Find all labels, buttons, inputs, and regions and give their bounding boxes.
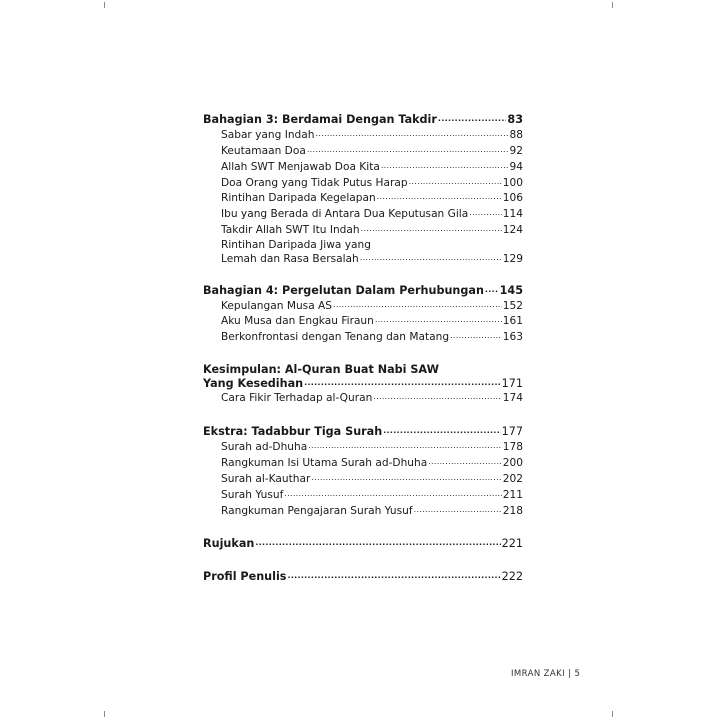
toc-section-profil-penulis [203, 569, 523, 585]
page-footer [511, 669, 580, 679]
toc-heading[interactable] [203, 569, 523, 585]
toc-entry-title: Keutamaan Doa [221, 144, 306, 157]
toc-heading-multiline[interactable] [203, 363, 523, 391]
table-of-contents [203, 112, 523, 602]
dot-leader [383, 422, 500, 439]
toc-entry-title: Berkonfrontasi dengan Tenang dan Matang [221, 331, 450, 344]
toc-heading-title: Profil Penulis [203, 570, 287, 584]
dot-leader [304, 375, 501, 390]
toc-entry-page: 94 [509, 160, 523, 173]
dot-leader [438, 110, 507, 127]
dot-leader [414, 502, 502, 518]
toc-entry-page: 114 [502, 208, 523, 221]
toc-heading-title: Bahagian 4: Pergelutan Dalam Perhubungan [203, 283, 484, 297]
dot-leader [428, 454, 502, 470]
toc-entry[interactable] [203, 330, 523, 346]
toc-entry-title-line2: Lemah dan Rasa Bersalah [221, 252, 359, 265]
toc-section-kesimpulan [203, 363, 523, 407]
toc-entry-page: 211 [502, 488, 523, 501]
toc-heading-page: 83 [507, 113, 523, 126]
dot-leader [360, 250, 502, 265]
dot-leader [287, 567, 500, 584]
dot-leader [450, 328, 502, 344]
dot-leader [409, 174, 502, 190]
dot-leader [373, 389, 501, 405]
dot-leader [316, 126, 509, 142]
dot-leader [469, 205, 502, 221]
toc-entry-title: Surah ad-Dhuha [221, 440, 308, 453]
toc-heading-page: 171 [501, 377, 523, 391]
crop-mark-bottom-right [612, 711, 613, 717]
toc-heading-page: 222 [501, 570, 523, 584]
toc-entry-page: 92 [509, 144, 523, 157]
toc-entry-title: Ibu yang Berada di Antara Dua Keputusan Gila [221, 208, 469, 221]
toc-entry[interactable] [203, 391, 523, 407]
toc-entry-page: 174 [502, 392, 523, 405]
toc-section-ekstra [203, 424, 523, 519]
toc-entry-page: 218 [502, 504, 523, 517]
toc-entry-title: Aku Musa dan Engkau Firaun [221, 315, 374, 328]
toc-entry-page: 124 [502, 224, 523, 237]
dot-leader [485, 281, 499, 298]
toc-heading-page: 221 [501, 537, 523, 551]
toc-entry-title: Sabar yang Indah [221, 128, 315, 141]
dot-leader [361, 221, 502, 237]
dot-leader [307, 142, 509, 158]
toc-section-bahagian-4 [203, 283, 523, 347]
toc-heading-page: 177 [501, 425, 523, 439]
toc-heading[interactable] [203, 536, 523, 552]
dot-leader [284, 486, 501, 502]
dot-leader [255, 534, 500, 551]
toc-entry-title: Doa Orang yang Tidak Putus Harap [221, 176, 408, 189]
toc-heading-title-line1: Kesimpulan: Al-Quran Buat Nabi SAW [203, 363, 439, 377]
toc-entry-page: 100 [502, 176, 523, 189]
toc-entry-page: 178 [502, 440, 523, 453]
toc-entry-page: 202 [502, 472, 523, 485]
toc-entry-page: 200 [502, 456, 523, 469]
dot-leader [381, 158, 509, 174]
footer-page-number: 5 [574, 669, 581, 679]
toc-section-rujukan [203, 536, 523, 552]
toc-entry-page: 129 [502, 252, 523, 265]
toc-heading-title-line2: Yang Kesedihan [203, 377, 304, 391]
toc-heading-title: Bahagian 3: Berdamai Dengan Takdir [203, 113, 437, 126]
toc-entry-title: Surah Yusuf [221, 488, 284, 501]
toc-entry[interactable] [203, 223, 523, 239]
toc-entry-page: 88 [509, 128, 523, 141]
dot-leader [333, 297, 502, 313]
toc-entry-title-line1: Rintihan Daripada Jiwa yang [221, 239, 371, 252]
dot-leader [377, 189, 502, 205]
crop-mark-top-left [104, 2, 105, 8]
dot-leader [311, 470, 501, 486]
crop-mark-bottom-left [104, 711, 105, 717]
toc-entry-title: Allah SWT Menjawab Doa Kita [221, 160, 380, 173]
toc-entry-title: Rangkuman Isi Utama Surah ad-Dhuha [221, 456, 428, 469]
toc-entry-title: Kepulangan Musa AS [221, 299, 333, 312]
toc-entry-title: Surah al-Kauthar [221, 472, 311, 485]
footer-separator: | [568, 669, 572, 679]
toc-entry-page: 152 [502, 299, 523, 312]
toc-entry-title: Rangkuman Pengajaran Surah Yusuf [221, 504, 413, 517]
toc-entry-title: Rintihan Daripada Kegelapan [221, 192, 376, 205]
toc-entry-page: 163 [502, 331, 523, 344]
toc-entry-multiline[interactable] [203, 239, 523, 266]
crop-mark-top-right [612, 2, 613, 8]
toc-section-bahagian-3 [203, 112, 523, 266]
toc-entry-title: Cara Fikir Terhadap al-Quran [221, 392, 373, 405]
footer-author: IMRAN ZAKI [511, 669, 565, 679]
toc-entry-title: Takdir Allah SWT Itu Indah [221, 224, 360, 237]
toc-entry-page: 161 [502, 315, 523, 328]
toc-entry[interactable] [203, 504, 523, 520]
toc-heading-title: Ekstra: Tadabbur Tiga Surah [203, 425, 383, 439]
dot-leader [308, 438, 502, 454]
toc-heading-page: 145 [499, 283, 523, 297]
dot-leader [375, 312, 502, 328]
toc-entry-page: 106 [502, 192, 523, 205]
toc-heading-title: Rujukan [203, 537, 255, 551]
